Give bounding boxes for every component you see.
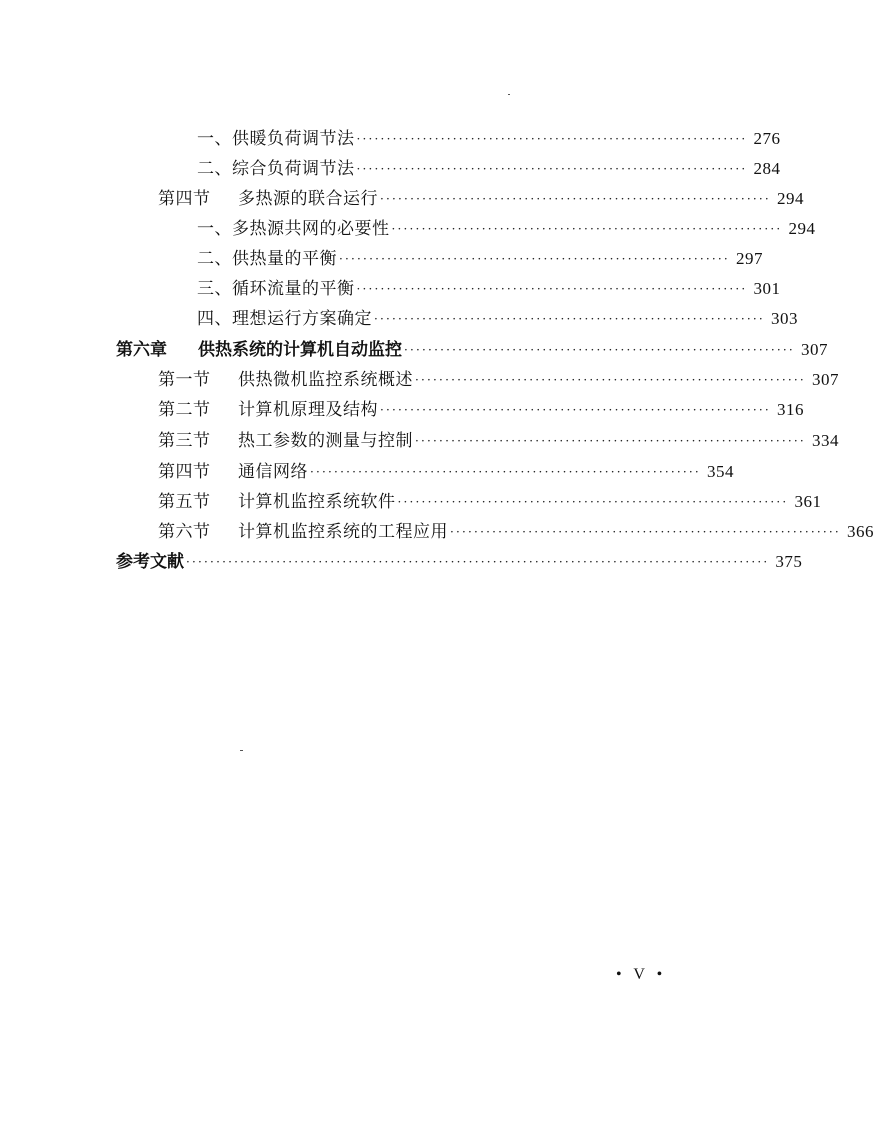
scan-speck bbox=[508, 94, 510, 95]
toc-entry[interactable] bbox=[197, 214, 816, 244]
toc-entry-title: 二、综合负荷调节法 bbox=[197, 159, 355, 179]
toc-entry[interactable] bbox=[158, 517, 874, 547]
toc-references-entry[interactable] bbox=[116, 547, 803, 577]
toc-entry-page: 276 bbox=[753, 129, 781, 148]
toc-entry[interactable] bbox=[158, 395, 804, 425]
chapter-number: 第六章 bbox=[116, 340, 167, 360]
toc-entry-page: 354 bbox=[706, 462, 734, 481]
section-number: 第一节 bbox=[158, 370, 211, 390]
toc-entry-page: 284 bbox=[753, 159, 781, 178]
toc-entry-title: 计算机监控系统软件 bbox=[238, 492, 396, 512]
toc-entry[interactable] bbox=[158, 365, 839, 395]
toc-entry-title: 四、理想运行方案确定 bbox=[197, 309, 372, 329]
page-folio: • V • bbox=[616, 966, 667, 983]
toc-entry[interactable] bbox=[197, 244, 763, 274]
toc-entry-title: 计算机原理及结构 bbox=[238, 400, 378, 420]
leader-dots: ································································· bbox=[415, 434, 806, 448]
leader-dots: ································································· bbox=[356, 132, 748, 146]
toc-entry-page: 294 bbox=[776, 189, 804, 208]
toc-entry[interactable] bbox=[197, 304, 798, 334]
toc-entry-title: 三、循环流量的平衡 bbox=[197, 279, 355, 299]
toc-entry-page: 294 bbox=[788, 219, 816, 238]
toc-entry[interactable] bbox=[158, 184, 804, 214]
toc-entry-title: 二、供热量的平衡 bbox=[197, 249, 337, 269]
leader-dots: ································································································· bbox=[186, 555, 770, 569]
toc-entry[interactable] bbox=[197, 274, 781, 304]
leader-dots: ································································· bbox=[380, 192, 771, 206]
leader-dots: ································································· bbox=[404, 343, 795, 357]
toc-entry-page: 303 bbox=[770, 309, 798, 328]
leader-dots: ································································· bbox=[450, 525, 841, 539]
toc-entry-title: 供热系统的计算机自动监控 bbox=[198, 340, 402, 360]
leader-dots: ································································· bbox=[356, 282, 748, 296]
toc-chapter-entry[interactable] bbox=[116, 335, 828, 365]
leader-dots: ································································· bbox=[391, 222, 783, 236]
toc-entry-title: 一、多热源共网的必要性 bbox=[197, 219, 390, 239]
leader-dots: ································································· bbox=[374, 312, 765, 326]
toc-entry[interactable] bbox=[197, 124, 781, 154]
section-number: 第二节 bbox=[158, 400, 211, 420]
leader-dots: ································································· bbox=[397, 495, 789, 509]
toc-entry-page: 307 bbox=[800, 340, 828, 359]
toc-entry-page: 297 bbox=[735, 249, 763, 268]
section-number: 第五节 bbox=[158, 492, 211, 512]
leader-dots: ································································· bbox=[339, 252, 730, 266]
toc-entry[interactable] bbox=[158, 457, 734, 487]
leader-dots: ································································· bbox=[356, 162, 748, 176]
toc-entry[interactable] bbox=[158, 487, 822, 517]
toc-entry-title: 通信网络 bbox=[238, 462, 308, 482]
section-number: 第三节 bbox=[158, 431, 211, 451]
section-number: 第四节 bbox=[158, 462, 211, 482]
section-number: 第六节 bbox=[158, 522, 211, 542]
leader-dots: ································································· bbox=[415, 373, 806, 387]
toc-entry[interactable] bbox=[197, 154, 781, 184]
toc-entry-page: 316 bbox=[776, 400, 804, 419]
toc-entry-title: 参考文献 bbox=[116, 552, 184, 572]
toc-entry-title: 热工参数的测量与控制 bbox=[238, 431, 413, 451]
toc-entry-title: 计算机监控系统的工程应用 bbox=[238, 522, 448, 542]
toc-entry-title: 一、供暖负荷调节法 bbox=[197, 129, 355, 149]
toc-entry-title: 供热微机监控系统概述 bbox=[238, 370, 413, 390]
toc-entry-title: 多热源的联合运行 bbox=[238, 189, 378, 209]
section-number: 第四节 bbox=[158, 189, 211, 209]
toc-entry-page: 361 bbox=[794, 492, 822, 511]
toc-entry-page: 375 bbox=[775, 552, 803, 571]
toc-entry-page: 307 bbox=[811, 370, 839, 389]
leader-dots: ································································· bbox=[380, 403, 771, 417]
toc-entry-page: 334 bbox=[811, 431, 839, 450]
toc-entry-page: 301 bbox=[753, 279, 781, 298]
scan-speck bbox=[240, 750, 243, 751]
leader-dots: ································································· bbox=[310, 465, 701, 479]
toc-entry-page: 366 bbox=[846, 522, 874, 541]
toc-entry[interactable] bbox=[158, 426, 839, 456]
